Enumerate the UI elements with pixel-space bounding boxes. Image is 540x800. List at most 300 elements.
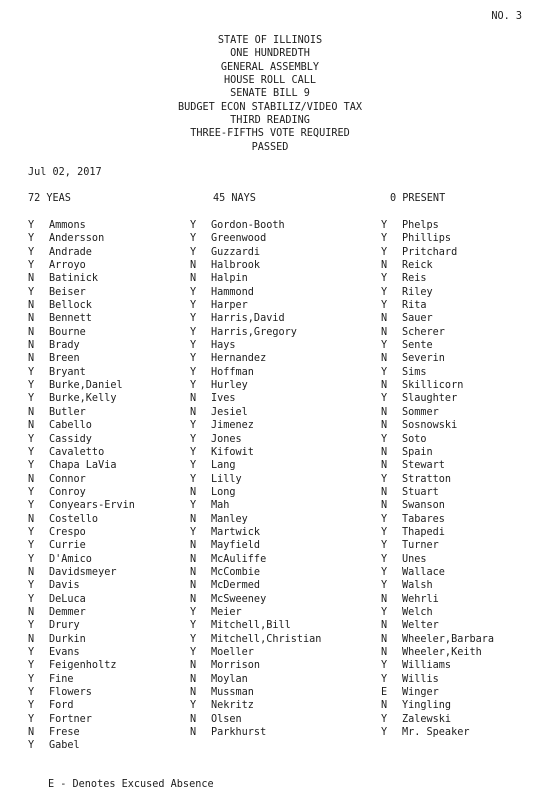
member-name: Mr. Speaker [402,727,470,739]
member-name: Frese [49,727,80,739]
vote-code: Y [381,393,388,405]
roll-call-row [381,352,494,365]
nays-count: 45 NAYS [213,193,256,204]
vote-code: N [28,606,35,618]
vote-code: Y [190,246,197,258]
vote-code: Y [28,700,35,712]
vote-code: N [190,673,197,685]
member-name: Guzzardi [211,246,261,258]
vote-code: Y [190,647,197,658]
vote-code: Y [28,433,35,445]
member-name: Stratton [402,473,452,485]
vote-code: Y [28,500,35,512]
member-name: Nekritz [211,700,254,712]
roll-call-row [381,539,494,552]
header-roll-call: HOUSE ROLL CALL [223,75,316,87]
roll-call-row [190,513,321,526]
roll-call-row [28,593,135,606]
roll-call-row [28,446,135,459]
roll-call-row [190,392,321,405]
vote-code: N [381,486,388,498]
vote-code: Y [190,433,197,445]
vote-code: N [381,420,388,432]
roll-call-row [28,272,135,285]
member-name: D'Amico [49,553,92,565]
member-name: DeLuca [49,593,86,605]
roll-call-row [190,566,321,579]
member-name: Chapa LaVia [49,460,117,472]
vote-code: N [381,406,388,418]
roll-call-row [381,593,494,606]
roll-call-row [28,659,135,672]
header-session: ONE HUNDREDTH [230,48,310,60]
vote-code: Y [190,620,197,632]
member-name: Williams [402,660,452,672]
member-name: Arroyo [49,260,86,272]
vote-code: Y [28,220,35,231]
member-name: Cassidy [49,433,92,445]
roll-call-row [190,433,321,446]
vote-code: Y [190,380,197,392]
document-header [0,34,540,154]
member-name: Andrade [49,246,92,258]
member-name: Mussman [211,687,254,699]
vote-code: Y [381,273,388,285]
footnote: E - Denotes Excused Absence [48,779,214,790]
vote-code: Y [28,446,35,458]
vote-code: Y [381,233,388,245]
roll-call-row [28,392,135,405]
roll-call-row [28,686,135,699]
vote-code: Y [28,660,35,672]
vote-code: Y [28,740,35,752]
vote-code: N [28,420,35,432]
vote-tally [28,192,518,206]
roll-call-row [190,526,321,539]
roll-call-row [28,406,135,419]
vote-code: E [381,687,388,699]
vote-code: Y [190,233,197,245]
member-name: Severin [402,353,445,365]
member-name: Martwick [211,526,261,538]
roll-call-row [190,419,321,432]
vote-code: N [381,633,388,645]
member-name: Ives [211,393,236,405]
roll-call-row [381,419,494,432]
vote-code: Y [190,340,197,352]
member-name: Olsen [211,713,242,725]
member-name: Feigenholtz [49,660,117,672]
vote-code: Y [381,727,388,739]
member-name: Unes [402,553,427,565]
vote-code: N [28,406,35,418]
vote-code: Y [190,286,197,298]
member-name: Sosnowski [402,420,458,432]
roll-call-row [381,686,494,699]
roll-call-row [190,286,321,299]
roll-call-row [28,726,135,739]
member-name: Lang [211,460,236,472]
vote-code: Y [381,366,388,378]
vote-code: N [381,313,388,325]
vote-code: N [190,553,197,565]
roll-call-row [190,366,321,379]
vote-code: Y [190,460,197,472]
roll-call-row [28,259,135,272]
roll-call-row [190,326,321,339]
roll-call-row [190,553,321,566]
vote-code: Y [190,300,197,312]
roll-call-row [381,339,494,352]
member-name: Crespo [49,526,86,538]
roll-call-row [190,659,321,672]
vote-code: N [190,513,197,525]
roll-call-row [381,299,494,312]
vote-code: Y [190,500,197,512]
member-name: Riley [402,286,433,298]
roll-call-row [28,499,135,512]
member-name: Gordon-Booth [211,220,285,231]
roll-call-row [381,246,494,259]
vote-code: N [28,353,35,365]
vote-code: N [381,647,388,658]
roll-column-3 [381,219,494,739]
member-name: Sims [402,366,427,378]
member-name: McDermed [211,580,261,592]
vote-code: N [190,660,197,672]
member-name: Bryant [49,366,86,378]
roll-call-row [190,606,321,619]
roll-call-row [381,312,494,325]
roll-call-row [28,713,135,726]
vote-code: Y [190,326,197,338]
vote-code: N [190,580,197,592]
vote-code: Y [381,286,388,298]
member-name: Wehrli [402,593,439,605]
member-name: Long [211,486,236,498]
vote-code: N [190,260,197,272]
roll-call-row [190,272,321,285]
roll-call-row [381,326,494,339]
member-name: Meier [211,606,242,618]
member-name: Gabel [49,740,80,752]
member-name: Connor [49,473,86,485]
roll-column-1 [28,219,135,753]
roll-call-row [28,219,135,232]
vote-code: Y [28,620,35,632]
vote-code: Y [381,433,388,445]
roll-call-row [190,713,321,726]
roll-call-row [28,673,135,686]
roll-call-row [190,699,321,712]
roll-call-row [28,459,135,472]
member-name: Reis [402,273,427,285]
vote-code: N [190,593,197,605]
roll-call-row [381,433,494,446]
roll-call-row [381,459,494,472]
vote-code: Y [190,420,197,432]
vote-code: N [190,393,197,405]
roll-call-row [190,539,321,552]
member-name: Halbrook [211,260,261,272]
vote-code: Y [190,606,197,618]
member-name: Soto [402,433,427,445]
roll-call-row [190,246,321,259]
header-bill-number: SENATE BILL 9 [230,88,310,100]
member-name: Slaughter [402,393,458,405]
vote-code: N [28,300,35,312]
member-name: Stuart [402,486,439,498]
roll-call-row [190,299,321,312]
member-name: Drury [49,620,80,632]
roll-call-row [381,473,494,486]
roll-call-row [381,232,494,245]
roll-call-row [381,272,494,285]
roll-call-row [190,446,321,459]
roll-call-row [28,553,135,566]
member-name: Evans [49,647,80,658]
vote-code: N [190,687,197,699]
member-name: Mitchell,Bill [211,620,291,632]
member-name: Bellock [49,300,92,312]
vote-code: N [381,380,388,392]
header-reading: THIRD READING [230,115,310,127]
roll-call-row [28,326,135,339]
member-name: Burke,Daniel [49,380,123,392]
vote-code: N [28,633,35,645]
member-name: Moylan [211,673,248,685]
roll-call-row [190,339,321,352]
roll-call-row [28,526,135,539]
member-name: Conroy [49,486,86,498]
roll-call-row [381,713,494,726]
member-name: Cavaletto [49,446,105,458]
member-name: Mitchell,Christian [211,633,322,645]
roll-call-row [381,219,494,232]
member-name: Demmer [49,606,86,618]
member-name: Wheeler,Barbara [402,633,495,645]
vote-code: N [381,620,388,632]
member-name: Hoffman [211,366,254,378]
member-name: Spain [402,446,433,458]
roll-call-row [190,406,321,419]
member-name: Welch [402,606,433,618]
member-name: Greenwood [211,233,267,245]
member-name: Davidsmeyer [49,566,117,578]
roll-call-row [190,633,321,646]
member-name: Bennett [49,313,92,325]
roll-call-row [28,339,135,352]
roll-call-row [190,232,321,245]
roll-call-row [381,566,494,579]
member-name: Sente [402,340,433,352]
roll-call-row [190,459,321,472]
vote-code: Y [28,460,35,472]
roll-call-row [190,379,321,392]
member-name: Jesiel [211,406,248,418]
vote-code: Y [381,660,388,672]
member-name: Beiser [49,286,86,298]
vote-code: N [28,340,35,352]
member-name: Costello [49,513,99,525]
member-name: Swanson [402,500,445,512]
vote-code: N [381,460,388,472]
roll-call-row [190,593,321,606]
roll-call-row [190,579,321,592]
roll-call-row [381,259,494,272]
member-name: Stewart [402,460,445,472]
member-name: Fortner [49,713,92,725]
member-name: Walsh [402,580,433,592]
vote-code: Y [190,366,197,378]
member-name: Ammons [49,220,86,231]
member-name: Rita [402,300,427,312]
roll-call-row [28,246,135,259]
roll-call-row [381,646,494,659]
vote-code: Y [28,526,35,538]
roll-call-row [381,619,494,632]
roll-call-row [190,259,321,272]
member-name: McSweeney [211,593,267,605]
vote-code: Y [190,473,197,485]
roll-call-row [381,673,494,686]
vote-code: Y [28,540,35,552]
roll-call-row [28,473,135,486]
roll-call-row [28,286,135,299]
member-name: Lilly [211,473,242,485]
member-name: Ford [49,700,74,712]
vote-code: N [190,406,197,418]
roll-call-row [381,606,494,619]
member-name: Jimenez [211,420,254,432]
member-name: Currie [49,540,86,552]
vote-code: Y [381,553,388,565]
vote-code: N [28,727,35,739]
vote-code: N [190,486,197,498]
vote-code: N [190,273,197,285]
vote-code: N [28,273,35,285]
member-name: Scherer [402,326,445,338]
roll-call-row [381,366,494,379]
roll-column-2 [190,219,321,739]
member-name: Tabares [402,513,445,525]
member-name: Kifowit [211,446,254,458]
vote-code: N [190,566,197,578]
header-bill-title: BUDGET ECON STABILIZ/VIDEO TAX [177,101,362,113]
member-name: Morrison [211,660,261,672]
vote-code: N [381,260,388,272]
member-name: Hernandez [211,353,267,365]
vote-code: Y [381,526,388,538]
roll-call-row [381,726,494,739]
roll-call-row [28,486,135,499]
member-name: McCombie [211,566,261,578]
member-name: Hammond [211,286,254,298]
roll-call-row [381,526,494,539]
roll-call-row [28,699,135,712]
member-name: Phelps [402,220,439,231]
vote-code: Y [28,713,35,725]
yeas-count: 72 YEAS [28,193,71,204]
roll-call-row [381,633,494,646]
roll-call-row [381,392,494,405]
vote-code: Y [190,700,197,712]
roll-call-row [381,406,494,419]
roll-call-row [28,619,135,632]
vote-code: Y [28,393,35,405]
member-name: Parkhurst [211,727,267,739]
roll-call-row [381,513,494,526]
roll-call-row [28,646,135,659]
roll-call-row [381,699,494,712]
vote-code: Y [381,713,388,725]
member-name: Burke,Kelly [49,393,117,405]
vote-code: Y [381,606,388,618]
vote-code: N [381,326,388,338]
vote-code: Y [381,540,388,552]
member-name: Andersson [49,233,105,245]
member-name: Mayfield [211,540,261,552]
member-name: Breen [49,353,80,365]
vote-code: Y [381,566,388,578]
vote-code: Y [28,246,35,258]
roll-call-row [190,499,321,512]
member-name: Zalewski [402,713,452,725]
member-name: Mah [211,500,230,512]
roll-call-row [28,566,135,579]
member-name: Wheeler,Keith [402,647,482,658]
header-body: GENERAL ASSEMBLY [220,61,320,73]
page-number: NO. 3 [491,11,522,22]
roll-call-row [190,473,321,486]
roll-call-row [190,619,321,632]
roll-call-row [28,352,135,365]
member-name: Pritchard [402,246,458,258]
roll-call-row [28,299,135,312]
vote-code: Y [381,220,388,231]
header-state: STATE OF ILLINOIS [217,35,323,46]
vote-code: N [190,727,197,739]
roll-call-row [28,366,135,379]
roll-call-row [381,499,494,512]
roll-call-row [190,486,321,499]
roll-call-row [381,659,494,672]
vote-code: Y [28,286,35,298]
roll-call-row [28,633,135,646]
member-name: Willis [402,673,439,685]
roll-call-row [28,539,135,552]
vote-code: Y [381,340,388,352]
roll-call-row [28,579,135,592]
member-name: Yingling [402,700,452,712]
header-result: PASSED [251,141,289,153]
member-name: Winger [402,687,439,699]
vote-code: N [381,446,388,458]
roll-call-row [28,312,135,325]
roll-call-row [190,673,321,686]
roll-call-row [28,606,135,619]
roll-call-row [381,286,494,299]
member-name: Welter [402,620,439,632]
member-name: Halpin [211,273,248,285]
vote-code: N [381,593,388,605]
member-name: Hurley [211,380,248,392]
roll-call-row [190,312,321,325]
vote-code: Y [28,647,35,658]
roll-call-row [28,739,135,752]
vote-code: N [381,700,388,712]
member-name: Skillicorn [402,380,464,392]
